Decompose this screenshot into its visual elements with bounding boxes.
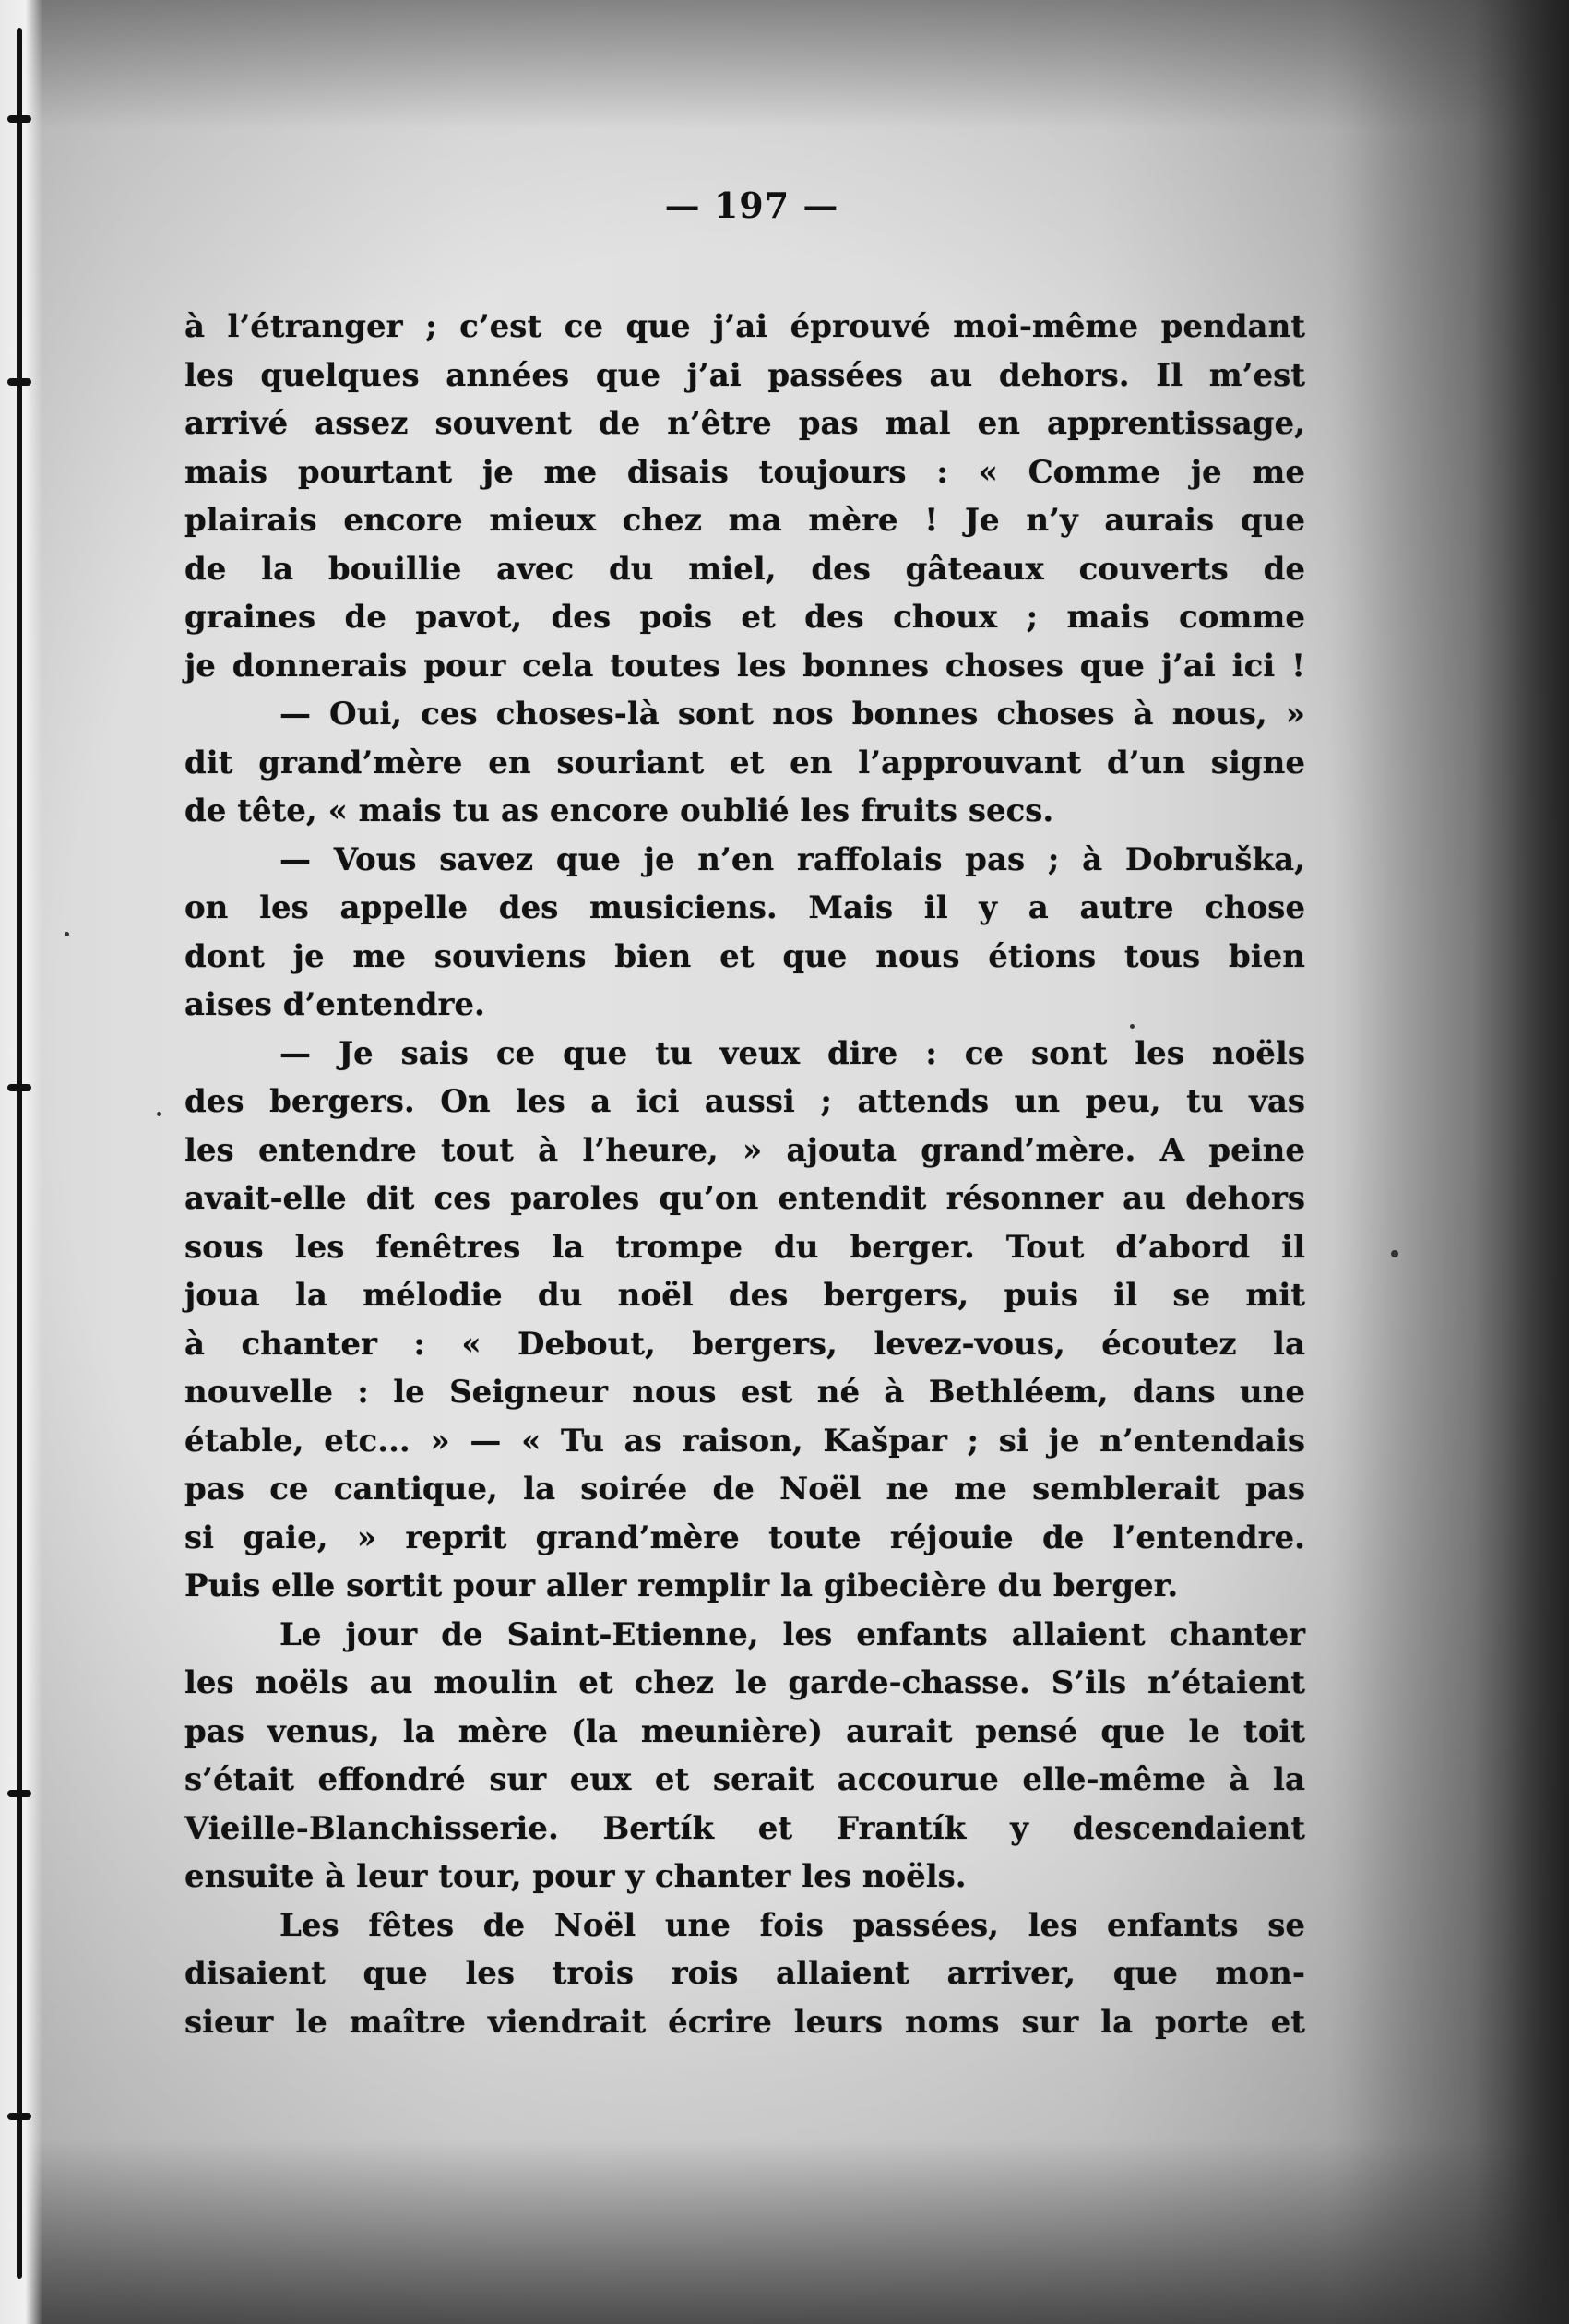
text-line: les noëls au moulin et chez le garde-chasse. S’ils n’étaient [184,1664,1305,1701]
text-line: de tête, « mais tu as encore oublié les fruits secs. [184,793,1054,829]
text-line: s’était effondré sur eux et serait accourue elle-même à la [184,1761,1305,1798]
page-number: — 197 — [664,185,839,226]
text-line: sous les fenêtres la trompe du berger. Tout d’abord il [184,1228,1305,1266]
scan-shadow-bottom [0,2139,1569,2324]
text-line: plairais encore mieux chez ma mère ! Je n’y aurais que [184,502,1305,539]
dust-speck [157,1112,161,1116]
gutter-mark [7,1084,31,1091]
text-line: dont je me souviens bien et que nous étions tous bien [184,937,1305,975]
body-text [184,303,1305,2046]
text-line: de la bouillie avec du miel, des gâteaux couverts de [184,550,1305,588]
text-line: avait-elle dit ces paroles qu’on entendit résonner au dehors [184,1180,1305,1217]
text-line: à chanter : « Debout, bergers, levez-vous, écoutez la [184,1325,1305,1363]
text-line: les entendre tout à l’heure, » ajouta grand’mère. A peine [184,1131,1305,1169]
text-line: joua la mélodie du noël des bergers, puis il se mit [184,1277,1305,1314]
text-line: dit grand’mère en souriant et en l’approuvant d’un signe [184,744,1305,781]
text-line: pas venus, la mère (la meunière) aurait pensé que le toit [184,1712,1305,1750]
text-line: — Je sais ce que tu veux dire : ce sont les noëls [279,1034,1305,1072]
gutter-mark [7,1790,31,1797]
dust-speck [1391,1250,1398,1257]
text-line: arrivé assez souvent de n’être pas mal en apprentissage, [184,405,1305,442]
gutter-mark [7,378,31,386]
text-line: graines de pavot, des pois et des choux ; mais comme [184,599,1305,636]
text-line: ensuite à leur tour, pour y chanter les noëls. [184,1858,967,1895]
text-line: — Vous savez que je n’en raffolais pas ; à Dobruška, [279,840,1305,878]
text-line: étable, etc... » — « Tu as raison, Kašpar ; si je n’entendais [184,1422,1305,1460]
text-line: des bergers. On les a ici aussi ; attends un peu, tu vas [184,1083,1305,1120]
dust-speck [65,932,69,936]
text-line: Vieille-Blanchisserie. Bertík et Frantík y descendaient [184,1809,1305,1847]
gutter-mark [7,115,31,123]
text-line: sieur le maître viendrait écrire leurs noms sur la porte et [184,2003,1305,2041]
text-line: on les appelle des musiciens. Mais il y a autre chose [184,889,1305,926]
text-line: je donnerais pour cela toutes les bonnes choses que j’ai ici ! [184,647,1305,685]
text-line: Puis elle sortit pour aller remplir la gibecière du berger. [184,1567,1179,1604]
text-line: à l’étranger ; c’est ce que j’ai éprouvé moi-même pendant [184,308,1305,345]
gutter-mark [7,2113,31,2120]
book-gutter [0,0,42,2324]
scan-shadow-right [1329,0,1569,2324]
text-line: nouvelle : le Seigneur nous est né à Bethléem, dans une [184,1374,1305,1411]
text-line: — Oui, ces choses-là sont nos bonnes choses à nous, » [279,696,1305,733]
text-line: si gaie, » reprit grand’mère toute réjouie de l’entendre. [184,1519,1305,1556]
text-line: pas ce cantique, la soirée de Noël ne me semblerait pas [184,1471,1305,1508]
text-line: aises d’entendre. [184,986,485,1023]
gutter-edge-line [17,28,22,2279]
text-line: disaient que les trois rois allaient arriver, que mon- [184,1955,1305,1992]
text-line: Les fêtes de Noël une fois passées, les enfants se [279,1906,1305,1944]
text-line: Le jour de Saint-Etienne, les enfants allaient chanter [279,1615,1305,1653]
text-line: les quelques années que j’ai passées au dehors. Il m’est [184,356,1305,394]
text-line: mais pourtant je me disais toujours : « Comme je me [184,453,1305,491]
